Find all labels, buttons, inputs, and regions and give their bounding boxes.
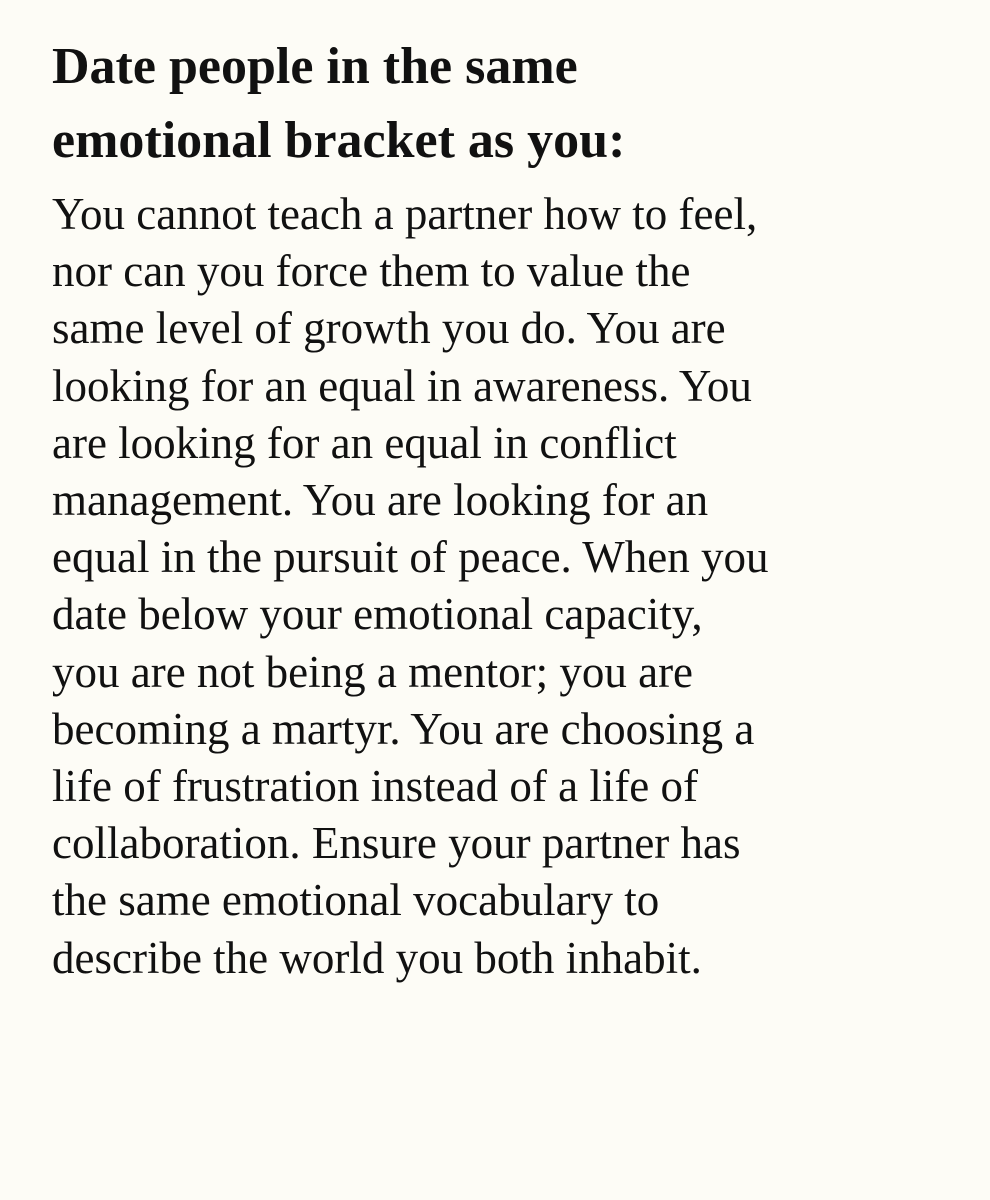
body-line: becoming a martyr. You are choosing a	[52, 703, 755, 754]
body-line: you are not being a mentor; you are	[52, 646, 694, 697]
body-line: date below your emotional capacity,	[52, 589, 703, 640]
body-line: management. You are looking for an	[52, 475, 709, 526]
body-line: same level of growth you do. You are	[52, 303, 726, 354]
body-line: nor can you force them to value the	[52, 246, 691, 297]
body-line: are looking for an equal in conflict	[52, 417, 677, 468]
body-line: equal in the pursuit of peace. When you	[52, 532, 769, 583]
quote-heading	[52, 30, 950, 178]
body-line: looking for an equal in awareness. You	[52, 360, 752, 411]
heading-line: emotional bracket as you:	[52, 112, 626, 169]
body-line: You cannot teach a partner how to feel,	[52, 189, 758, 239]
body-line: describe the world you both inhabit.	[52, 932, 702, 983]
body-line: life of frustration instead of a life of	[52, 761, 699, 812]
heading-line: Date people in the same	[52, 38, 578, 95]
body-line: the same emotional vocabulary to	[52, 875, 660, 926]
quote-body	[52, 186, 950, 987]
body-line: collaboration. Ensure your partner has	[52, 818, 741, 869]
